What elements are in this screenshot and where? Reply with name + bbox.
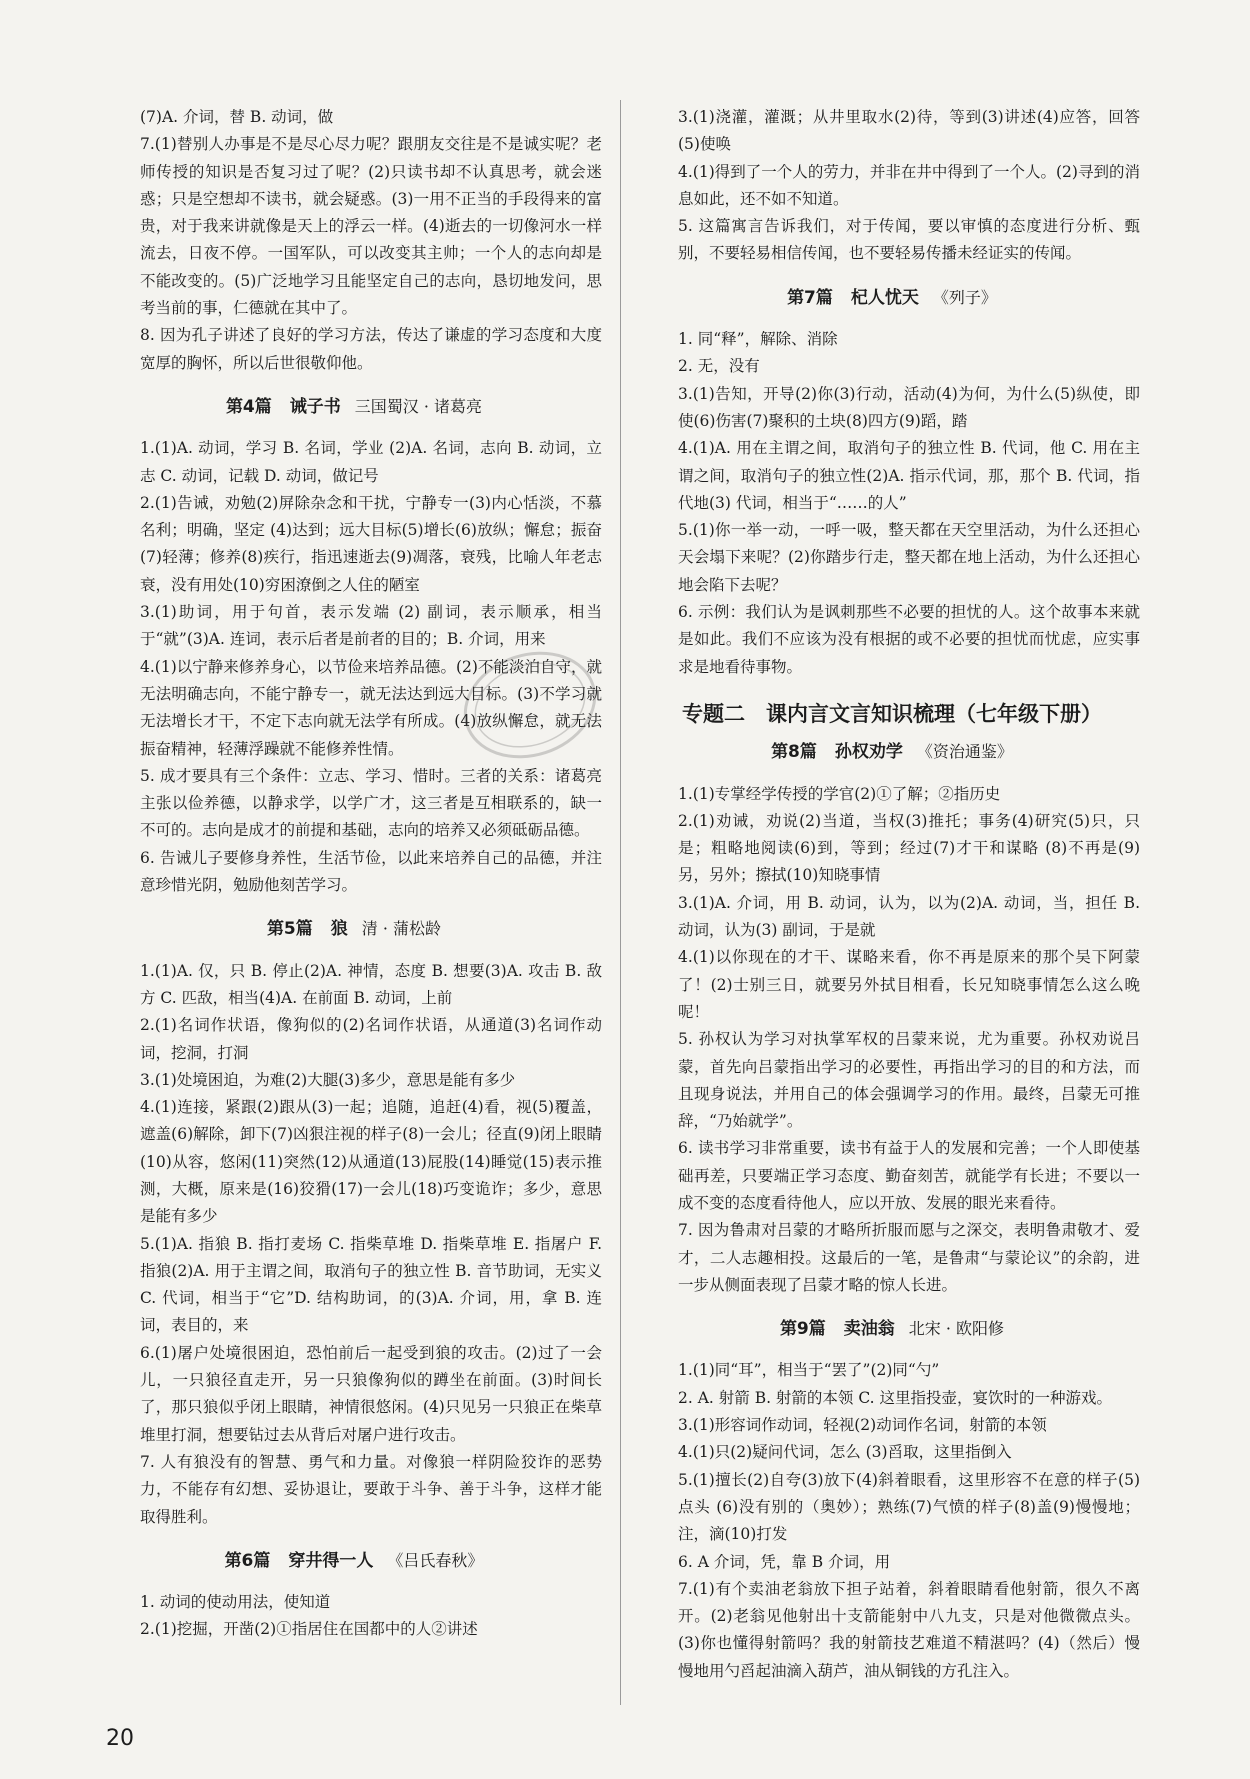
answer-paragraph: 5.(1)A. 指狼 B. 指打麦场 C. 指柴草堆 D. 指柴草堆 E. 指屠户 F. 指狼(2)A. 用于主谓之间，取消句子的独立性 B. 音节助词，无实义 C. 代词，相当于“它”D. 结构助词，的(3)A. 介词，用，拿 B. 连词，表目的，来 [140, 1234, 602, 1335]
answer-paragraph: 7. 因为鲁肃对吕蒙的才略所折服而愿与之深交，表明鲁肃敬才、爱才，二人志趣相投。这最后的一笔，是鲁肃“与蒙论议”的余韵，进一步从侧面表现了吕蒙才略的惊人长进。 [678, 1221, 1140, 1294]
answer-paragraph: 3.(1)助词，用于句首，表示发端 (2) 副词，表示顺承，相当于“就”(3)A. 连词，表示后者是前者的目的；B. 介词，用来 [140, 603, 602, 649]
answer-paragraph: 7. 人有狼没有的智慧、勇气和力量。对像狼一样阴险狡诈的恶势力，不能存有幻想、妥协退让，要敢于斗争、善于斗争，这样才能取得胜利。 [140, 1452, 602, 1526]
answer-paragraph: 3.(1)浇灌，灌溉；从井里取水(2)待，等到(3)讲述(4)应答，回答(5)使唤 [678, 108, 1140, 154]
answer-paragraph: 1.(1)A. 仅，只 B. 停止(2)A. 神情，态度 B. 想要(3)A. 攻击 B. 敌方 C. 匹敌，相当(4)A. 在前面 B. 动词，上前 [140, 961, 602, 1007]
page-number: 20 [106, 1726, 134, 1751]
answer-paragraph: 3.(1)处境困迫，为难(2)大腿(3)多少，意思是能有多少 [140, 1070, 516, 1089]
answer-paragraph: 1. 同“释”，解除、消除 [678, 330, 838, 349]
column-divider [620, 100, 621, 1705]
answer-paragraph: 1.(1)同“耳”，相当于“罢了”(2)同“勺” [678, 1361, 940, 1380]
answer-paragraph: 4.(1)得到了一个人的劳力，并非在井中得到了一个人。(2)寻到的消息如此，还不如不知道。 [678, 162, 1140, 208]
right-column [644, 104, 1140, 1685]
answer-paragraph: 5. 成才要具有三个条件：立志、学习、惜时。三者的关系：诸葛亮主张以俭养德，以静求学，以学广才，这三者是互相联系的，缺一不可的。志向是成才的前提和基础，志向的培养又必须砥砺品德。 [140, 766, 602, 840]
answer-paragraph: 8. 因为孔子讲述了良好的学习方法，传达了谦虚的学习态度和大度宽厚的胸怀，所以后世很敬仰他。 [140, 326, 602, 372]
answer-paragraph: 1.(1)A. 动词，学习 B. 名词，学业 (2)A. 名词，志向 B. 动词，立志 C. 动词，记载 D. 动词，做记号 [140, 439, 602, 485]
answer-paragraph: 5.(1)你一举一动，一呼一吸，整天都在天空里活动，为什么还担心天会塌下来呢？(2)你踏步行走，整天都在地上活动，为什么还担心地会陷下去呢？ [678, 521, 1140, 594]
answer-paragraph: 4.(1)以你现在的才干、谋略来看，你不再是原来的那个吴下阿蒙了！(2)士别三日，就要另外拭目相看，长兄知晓事情怎么这么晚呢！ [678, 948, 1140, 1021]
answer-paragraph: 4.(1)只(2)疑问代词，怎么 (3)舀取，这里指倒入 [678, 1443, 1012, 1462]
answer-paragraph: 4.(1)连接，紧跟(2)跟从(3)一起；追随，追赶(4)看，视(5)覆盖，遮盖(6)解除，卸下(7)凶狠注视的样子(8)一会儿；径直(9)闭上眼睛(10)从容，悠闲(11)突然(12)从通道(13)屁股(14)睡觉(15)表示推测，大概，原来是(16)狡猾(17)一会儿(18)巧变诡诈；多少，意思是能有多少 [140, 1098, 602, 1226]
answer-paragraph: 6. A 介词，凭，靠 B 介词，用 [678, 1552, 891, 1571]
left-column [106, 104, 602, 1644]
answer-paragraph: 1. 动词的使动用法，使知道 [140, 1593, 331, 1612]
answer-paragraph: 2.(1)名词作状语，像狗似的(2)名词作状语，从通道(3)名词作动词，挖洞，打洞 [140, 1016, 602, 1062]
answer-paragraph: 6. 读书学习非常重要，读书有益于人的发展和完善；一个人即使基础再差，只要端正学习态度、勤奋刻苦，就能学有长进；不要以一成不变的态度看待他人，应以开放、发展的眼光来看待。 [678, 1139, 1140, 1212]
answer-paragraph: 2.(1)告诫，劝勉(2)屏除杂念和干扰，宁静专一(3)内心恬淡，不慕名利；明确，坚定 (4)达到；远大目标(5)增长(6)放纵；懈怠；振奋(7)轻薄；修养(8)疾行，指迅速逝去(9)凋落，衰残，比喻人年老志衰，没有用处(10)穷困潦倒之人住的陋室 [140, 493, 602, 594]
section-heading: 第6篇 穿井得一人 《吕氏春秋》 [224, 1550, 484, 1571]
answer-paragraph: 7.(1)替别人办事是不是尽心尽力呢？跟朋友交往是不是诚实呢？老师传授的知识是否复习过了呢？(2)只读书却不认真思考，就会迷惑；只是空想却不读书，就会疑惑。(3)一用不正当的手段得来的富贵，对于我来讲就像是天上的浮云一样。(4)逝去的一切像河水一样流去，日夜不停。一国军队，可以改变其主帅；一个人的志向却是不能改变的。(5)广泛地学习且能坚定自己的志向，恳切地发问，思考当前的事，仁德就在其中了。 [140, 135, 602, 318]
answer-paragraph: 4.(1)A. 用在主谓之间，取消句子的独立性 B. 代词，他 C. 用在主谓之间，取消句子的独立性(2)A. 指示代词，那，那个 B. 代词，指代地(3) 代词，相当于“……的人” [678, 439, 1140, 512]
answer-paragraph: 3.(1)形容词作动词，轻视(2)动词作名词，射箭的本领 [678, 1416, 1047, 1435]
section-heading: 第9篇 卖油翁 北宋 · 欧阳修 [779, 1319, 1005, 1340]
section-heading: 第7篇 杞人忧天 《列子》 [787, 287, 997, 308]
answer-paragraph: 6. 告诫儿子要修身养性，生活节俭，以此来培养自己的品德，并注意珍惜光阴，勉励他刻苦学习。 [140, 848, 602, 895]
topic-heading: 专题二 课内言文言知识梳理（七年级下册） [682, 701, 1102, 726]
answer-paragraph: 3.(1)告知，开导(2)你(3)行动，活动(4)为何，为什么(5)纵使，即使(6)伤害(7)聚积的土块(8)四方(9)蹈，踏 [678, 384, 1140, 430]
section-heading: 第8篇 孙权劝学 《资治通鉴》 [771, 742, 1013, 763]
answer-paragraph: 2.(1)挖掘，开凿(2)①指居住在国都中的人②讲述 [140, 1620, 478, 1639]
answer-paragraph: 1.(1)专掌经学传授的学官(2)①了解；②指历史 [678, 784, 1001, 803]
answer-paragraph: 5.(1)擅长(2)自夸(3)放下(4)斜着眼看，这里形容不在意的样子(5)点头 (6)没有别的（奥妙）；熟练(7)气愤的样子(8)盖(9)慢慢地；注，滴(10)打发 [678, 1470, 1140, 1544]
answer-paragraph: 2. A. 射箭 B. 射箭的本领 C. 这里指投壶，宴饮时的一种游戏。 [678, 1388, 1113, 1407]
answer-paragraph: 5. 这篇寓言告诉我们，对于传闻，要以审慎的态度进行分析、甄别，不要轻易相信传闻，也不要轻易传播未经证实的传闻。 [678, 217, 1140, 263]
answer-paragraph: 3.(1)A. 介词，用 B. 动词，认为，以为(2)A. 动词，当，担任 B. 动词，认为(3) 副词，于是就 [678, 893, 1140, 940]
answer-paragraph: 6. 示例：我们认为是讽刺那些不必要的担忧的人。这个故事本来就是如此。我们不应该为没有根据的或不必要的担忧而忧虑，应实事求是地看待事物。 [678, 603, 1140, 676]
answer-paragraph: 2. 无，没有 [678, 357, 760, 376]
answer-paragraph: 4.(1)以宁静来修养身心，以节俭来培养品德。(2)不能淡泊自守，就无法明确志向，不能宁静专一，就无法达到远大目标。(3)不学习就无法增长才干，不定下志向就无法学有所成。(4)放纵懈怠，就无法振奋精神，轻薄浮躁就不能修养性情。 [140, 657, 602, 758]
answer-paragraph: 7.(1)有个卖油老翁放下担子站着，斜着眼睛看他射箭，很久不离开。(2)老翁见他射出十支箭能射中八九支，只是对他微微点头。(3)你也懂得射箭吗？我的射箭技艺难道不精湛吗？(4)（然后）慢慢地用勺舀起油滴入葫芦，油从铜钱的方孔注入。 [678, 1579, 1140, 1680]
answer-paragraph: 6.(1)屠户处境很困迫，恐怕前后一起受到狼的攻击。(2)过了一会儿，一只狼径直走开，另一只狼像狗似的蹲坐在前面。(3)时间长了，那只狼似乎闭上眼睛，神情很悠闲。(4)只见另一只狼正在柴草堆里打洞，想要钻过去从背后对屠户进行攻击。 [140, 1343, 602, 1444]
section-heading: 第4篇 诫子书 三国蜀汉 · 诸葛亮 [225, 396, 483, 417]
section-heading: 第5篇 狼 清 · 蒲松龄 [266, 919, 442, 940]
answer-paragraph: 2.(1)劝诫，劝说(2)当道，当权(3)推托；事务(4)研究(5)只，只是；粗略地阅读(6)到，等到；经过(7)才干和谋略 (8)不再是(9)另，另外；擦拭(10)知晓事情 [678, 811, 1140, 885]
answer-paragraph: 5. 孙权认为学习对执掌军权的吕蒙来说，尤为重要。孙权劝说吕蒙，首先向吕蒙指出学习的必要性，再指出学习的目的和方法，而且现身说法，并用自己的体会强调学习的作用。最终，吕蒙无可推辞，“乃始就学”。 [678, 1030, 1140, 1131]
answer-paragraph: (7)A. 介词，替 B. 动词，做 [140, 108, 334, 126]
